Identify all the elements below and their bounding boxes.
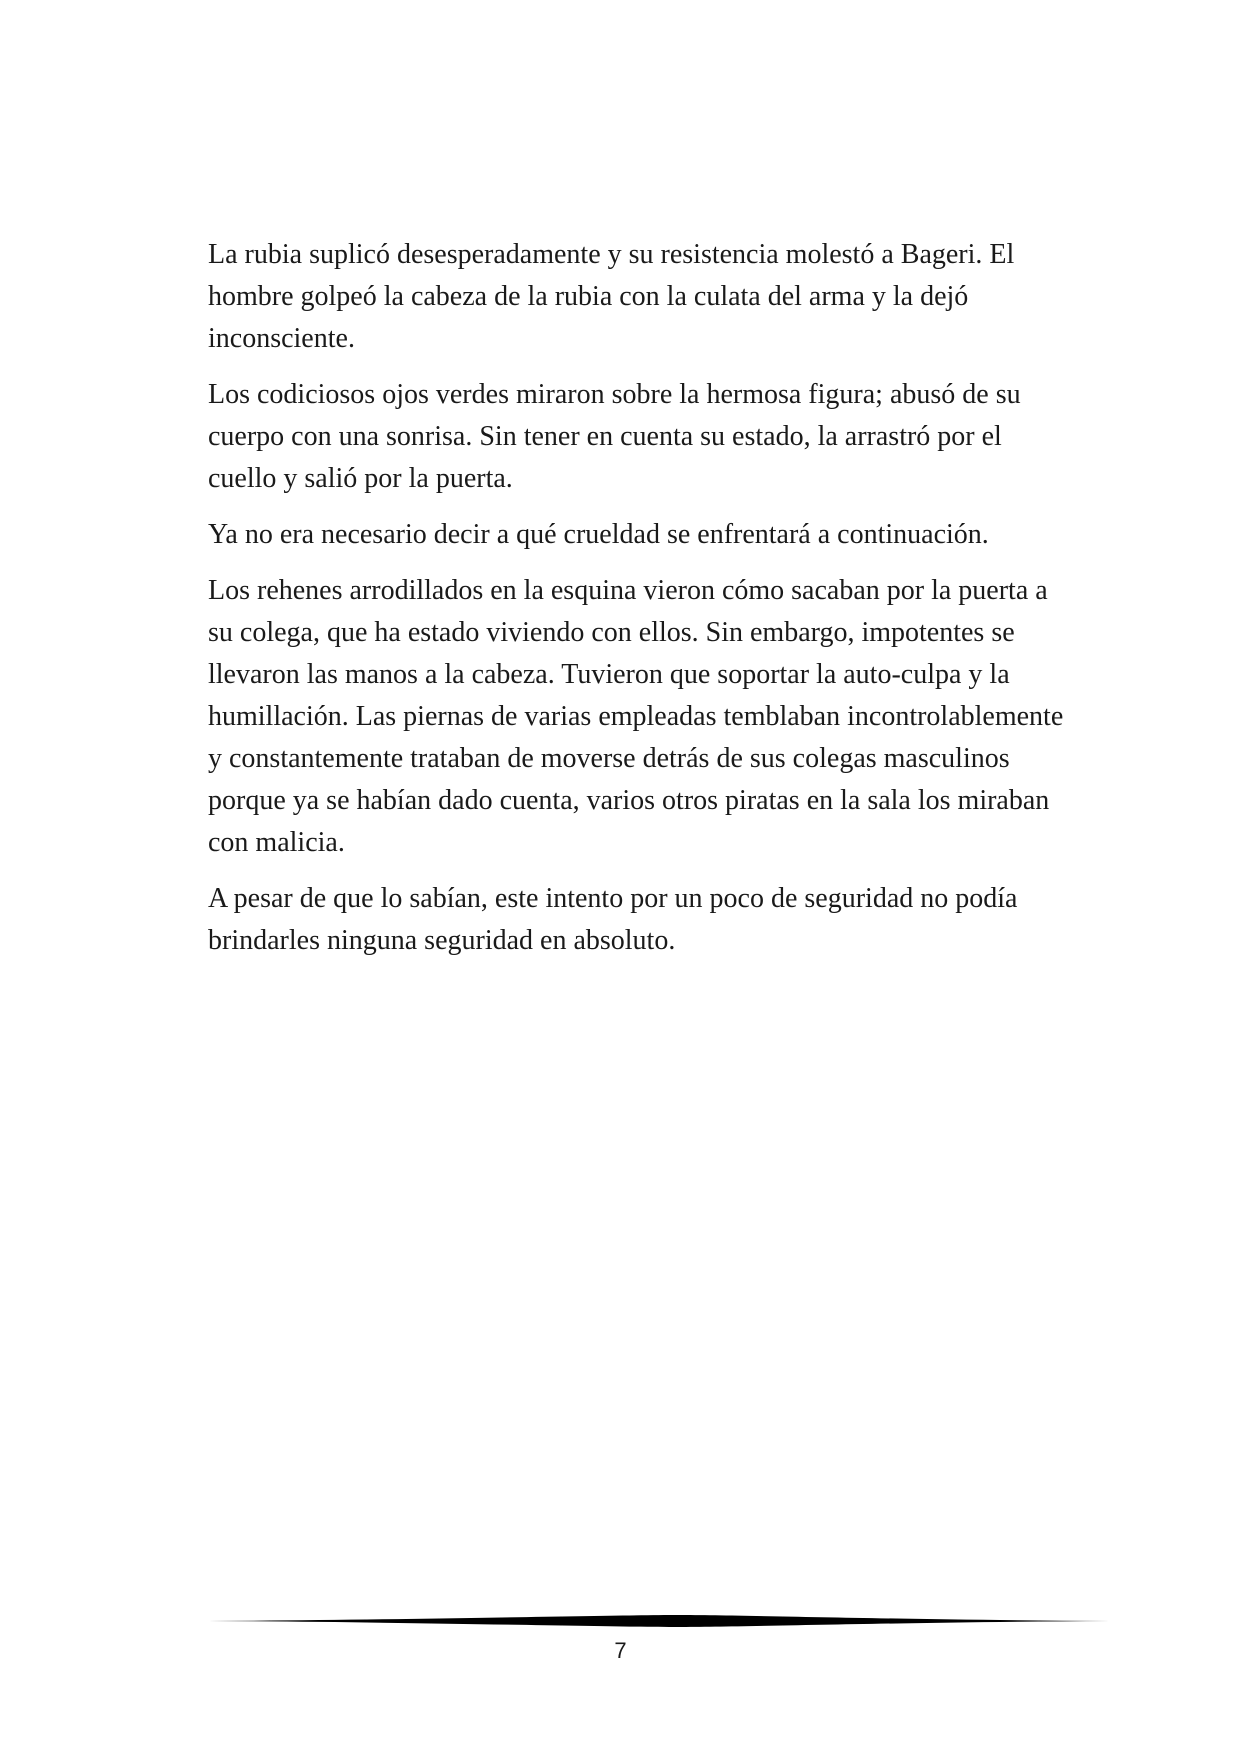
paragraph-3: Ya no era necesario decir a qué crueldad se enfrentará a continuación. bbox=[208, 519, 989, 550]
paragraph-2: Los codiciosos ojos verdes miraron sobre la hermosa figura; abusó de su cuerpo con una sonrisa. Sin tener en cuenta su estado, la arrastró por el cuello y salió por la puerta. bbox=[208, 379, 1021, 494]
paragraph-1: La rubia suplicó desesperadamente y su resistencia molestó a Bageri. El hombre golpeó la cabeza de la rubia con la culata del arma y la dejó inconsciente. bbox=[208, 239, 1015, 354]
body-text bbox=[208, 234, 1068, 976]
paragraph-5: A pesar de que lo sabían, este intento por un poco de seguridad no podía brindarles ninguna seguridad en absoluto. bbox=[208, 883, 1018, 956]
page-number: 7 bbox=[614, 1638, 627, 1663]
paragraph-4: Los rehenes arrodillados en la esquina vieron cómo sacaban por la puerta a su colega, que ha estado viviendo con ellos. Sin embargo, impotentes se llevaron las manos a la cabeza. Tuvieron que soportar la auto-culpa y la humillación. Las piernas de varias empleadas temblaban incontrolablemente y constantemente trataban de moverse detrás de sus colegas masculinos porque ya se habían dado cuenta, varios otros piratas en la sala los miraban con malicia. bbox=[208, 575, 1064, 858]
footer-divider bbox=[208, 1614, 1110, 1628]
